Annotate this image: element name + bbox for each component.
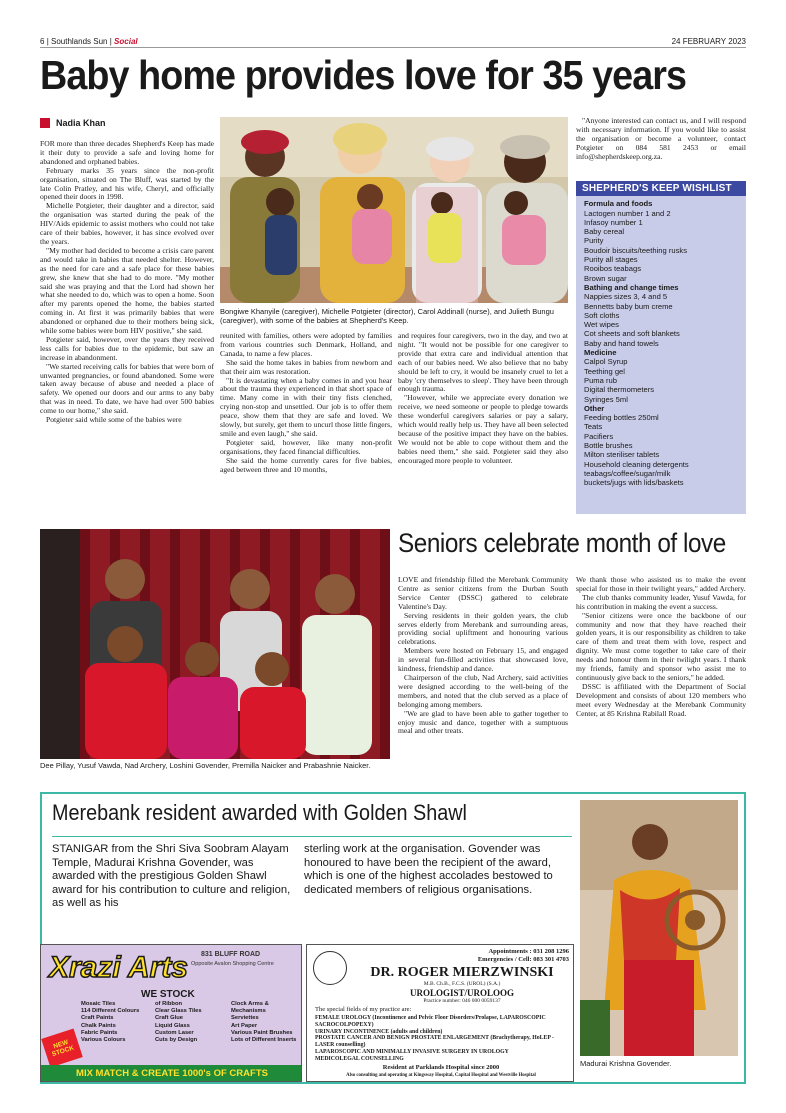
wishlist-item: Nappies sizes 3, 4 and 5 xyxy=(584,292,668,302)
ad1-stock-item: 114 Different Colours xyxy=(81,1008,140,1015)
paragraph: "Anyone interested can contact us, and I will respond with necessary information. If you would like to assist the organisation or become a volunteer, contact Potgieter on 084 581 2453 or email info@shepherdskeep.org.za. xyxy=(576,117,746,161)
photo-caption-caregivers: Bongiwe Khanyile (caregiver), Michelle Potgieter (director), Carol Addinall (nurse), and Julieth Bungu (caregiver), with some of the babies at Shepherd's Keep. xyxy=(220,307,554,325)
wishlist-item: Bottle brushes xyxy=(584,441,633,451)
article2-column-1 xyxy=(398,576,568,782)
article1-column-1 xyxy=(40,140,214,512)
ad2-also-consulting: Also consulting and operating at Kingsway Hospital, Capital Hospital and Westville Hospital xyxy=(346,1073,536,1078)
ad2-field-item: PROSTATE CANCER AND BENIGN PROSTATE ENLARGEMENT (Brachytherapy, HoLEP - LASER counselling) xyxy=(315,1035,554,1049)
paragraph: "However, while we appreciate every donation we receive, we need someone or people to pledge towards these wonderful caregivers salaries or pay a salary, which would really help us. They have all been selected because of the positive impact they have on the babies. We would not be able to cope without them and the babies need them," she said. Potgieter said they also encouraged more people to volunteer. xyxy=(398,393,568,465)
header-rule xyxy=(40,47,746,48)
ad2-field-item: FEMALE UROLOGY (Incontinence and Pelvic Floor Disorders/Prolapse, LAPAROSCOPIC SACROCOLPOPEXY) xyxy=(315,1015,546,1028)
paragraph: We thank those who assisted us to make the event special for those in their twilight years," added Archery. xyxy=(576,576,746,593)
paragraph: Members were hosted on February 15, and engaged in several fun-filled activities that showcased love, kindness, friendship and dance. xyxy=(398,646,568,674)
paragraph: Potgieter said, however, like many non-profit organisations, they faced financial difficulties. xyxy=(220,437,392,456)
photo-caregivers-babies xyxy=(220,117,568,303)
photo-seniors xyxy=(40,529,390,759)
photo-caption-seniors: Dee Pillay, Yusuf Vawda, Nad Archery, Loshini Govender, Premilla Naicker and Prabashnie Naicker. xyxy=(40,761,371,770)
wishlist-category: Medicine xyxy=(584,348,617,358)
paragraph: reunited with families, others were adopted by families from various countries such Denmark, Holland, and Canada, to name a few places. xyxy=(220,332,392,358)
page-header-left: 6 | Southlands Sun | Social xyxy=(40,37,138,46)
paragraph: "We started receiving calls for babies that were born of unwanted pregnancies, or found abandoned. Some were taken away because of abuse and needed a place of safety. We opened our doors and our arms to any baby that was in need. To date, we have had over 500 babies come to our home," she said. xyxy=(40,361,214,416)
wishlist-category: Formula and foods xyxy=(584,199,653,209)
ad2-title: UROLOGIST/UROLOOG xyxy=(409,988,515,998)
paragraph: DSSC is affiliated with the Department of Social Development and consists of about 120 members who meet every Wednesday at the Merebank Community Center, at 85 Krishna Rabilall Road. xyxy=(576,681,746,718)
wishlist-item: Brown sugar xyxy=(584,273,627,283)
ad1-column-1 xyxy=(75,1001,149,1044)
wishlist-item: Puma rub xyxy=(584,375,617,385)
wishlist-item: Household cleaning detergents xyxy=(584,459,689,469)
ad2-field-item: MEDICOLEGAL COUNSELLING xyxy=(315,1055,404,1062)
paragraph: "Senior citizens were once the backbone of our community and now that they have reached their golden years, it is our responsibility as children to take care of them and treat them with love, respect and dignity. We must come together to take care of their needs and honour them in their twilight years. I thank my friends, family and sponsor who assist me to continuously give back to the seniors," he added. xyxy=(576,610,746,682)
wishlist-item: Boudoir biscuits/teething rusks xyxy=(584,245,687,255)
byline xyxy=(40,118,106,128)
ad1-stock-item: Art Paper xyxy=(231,1022,258,1029)
photo-caption-govender: Madurai Krishna Govender. xyxy=(580,1059,672,1068)
paragraph: She said the home takes in babies from newborn and that their aim was restoration. xyxy=(220,357,392,376)
wishlist-item: Bennetts baby bum creme xyxy=(584,301,673,311)
section-name: Social xyxy=(114,37,138,46)
ad1-stock-title: WE STOCK xyxy=(141,989,195,1000)
shawl-column-2: sterling work at the organisation. Govender was honoured to have been the recipient of the award, which is one of the highest accolades bestowed to dedicated members of religious organisations. xyxy=(304,843,553,896)
paragraph: Potgieter said while some of the babies were xyxy=(46,415,182,425)
ad1-stock-item: Chalk Paints xyxy=(81,1022,116,1029)
wishlist-item: Pacifiers xyxy=(584,431,614,441)
wishlist-item: teabags/coffee/sugar/milk xyxy=(584,468,671,478)
ad1-stock-item: Clear Glass Tiles xyxy=(155,1008,202,1015)
ad2-emergencies: Emergencies / Cell: 083 301 4703 xyxy=(477,956,569,963)
wishlist-item: Wet wipes xyxy=(584,320,619,330)
byline-name: Nadia Khan xyxy=(56,118,106,128)
wishlist-item: Milton steriliser tablets xyxy=(584,450,660,460)
paragraph: She said the home currently cares for five babies, aged between three and 10 months, xyxy=(220,455,392,474)
ad1-address: 831 BLUFF ROAD xyxy=(201,951,261,958)
ad2-practice-number: Practice number: 046 000 0059137 xyxy=(423,998,501,1004)
paragraph: FOR more than three decades Shepherd's Keep has made it their duty to provide a safe and loving home for abandoned and orphaned babies. xyxy=(40,140,214,166)
page-date: 24 FEBRUARY 2023 xyxy=(671,37,746,46)
article2-column-2 xyxy=(576,576,746,782)
article1-column-3 xyxy=(398,332,568,512)
shawl-rule xyxy=(52,836,572,837)
wishlist-item: Baby and hand towels xyxy=(584,338,659,348)
ad2-field-item: LAPAROSCOPIC AND MINIMALLY INVASIVE SURGERY IN UROLOGY xyxy=(315,1048,509,1055)
paragraph: Potgieter said, however, over the years they received less calls for babies due to the epidemic, but saw an increase in abandonment. xyxy=(40,334,214,362)
wishlist-item: Infasoy number 1 xyxy=(584,217,643,227)
ad1-stock-item: Craft Glue xyxy=(155,1015,184,1022)
article1-column-4 xyxy=(576,117,746,179)
ad1-stock-item: Lots of Different Inserts xyxy=(231,1037,297,1044)
paragraph: "My mother had decided to become a crisis care parent and would take in babies that needed shelter. However, as the need for care and a safe place for these babies grew, she knew that she had to do more. "My mother said she was praying and that the Lord had shown her what she needed to do, which was to open a home. Soon after my parents opened the home, the babies started coming in. At first it was primarily babies that were abandoned or orphaned due to their mothers being sick, while some babies were born HIV positive," she said. xyxy=(40,245,214,336)
ad-urologist xyxy=(306,944,574,1082)
wishlist-item: Cot sheets and soft blankets xyxy=(584,329,680,339)
byline-marker xyxy=(40,118,50,128)
ad2-resident: Resident at Parklands Hospital since 2000 xyxy=(382,1064,500,1071)
ad1-stock-item: of Ribbon xyxy=(155,1001,183,1007)
wishlist-item: Teething gel xyxy=(584,366,625,376)
paragraph: The club thanks community leader, Yusuf Vawda, for his contribution in making the event a success. xyxy=(576,592,746,611)
ad1-stock-item: Serviettes xyxy=(231,1015,259,1022)
ad1-stock-item: Various Paint Brushes xyxy=(231,1029,293,1036)
wishlist-category: Other xyxy=(584,403,605,413)
wishlist-item: Soft cloths xyxy=(584,310,620,320)
ad1-stock-item: Liquid Glass xyxy=(155,1022,190,1029)
paragraph: Serving residents in their golden years, the club serves elderly from Merebank and surrounding areas, providing social upliftment and honouring various celebrations. xyxy=(398,610,568,647)
wishlist-item: Purity all stages xyxy=(584,255,638,265)
ad1-brand: Xrazi Arts xyxy=(49,951,188,984)
paragraph: "We are glad to have been able to gather together to enjoy music and dance, together with a sumptuous meal and other treats. xyxy=(398,708,568,736)
paper-name: Southlands Sun xyxy=(51,37,108,46)
ad1-stock-item: Craft Paints xyxy=(81,1015,114,1022)
ad2-intro: The special fields of my practice are: xyxy=(315,1006,412,1013)
wishlist-item: Feeding bottles 250ml xyxy=(584,413,659,423)
ad2-appointments: Appointments : 031 208 1296 xyxy=(488,948,569,955)
ad1-stock-item: Various Colours xyxy=(81,1037,126,1044)
ad2-field-item: URINARY INCONTINENCE (adults and children) xyxy=(315,1028,443,1035)
wishlist-item: Calpol Syrup xyxy=(584,357,628,367)
wishlist-box xyxy=(576,181,746,514)
wishlist-item: Rooibos teabags xyxy=(584,264,641,274)
ad2-qualifications: M.B. Ch.B., F.C.S. (UROL) (S.A.) xyxy=(423,981,501,987)
ad-xrazi-arts xyxy=(40,944,302,1082)
shawl-column-1: STANIGAR from the Shri Siva Soobram Alayam Temple, Madurai Krishna Govender, was awarded with the prestigious Golden Shawl award for his contribution to culture and religion, as well as his xyxy=(52,843,291,910)
wishlist-item: Lactogen number 1 and 2 xyxy=(584,208,671,218)
wishlist-list xyxy=(576,196,746,490)
ad1-new-stock-badge: NEW STOCK xyxy=(41,1028,83,1067)
wishlist-item: buckets/jugs with lids/baskets xyxy=(584,478,684,488)
wishlist-category: Bathing and change times xyxy=(584,282,679,292)
wishlist-item: Purity xyxy=(584,236,604,246)
ad2-doctor-name: DR. ROGER MIERZWINSKI xyxy=(370,965,554,980)
headline-seniors: Seniors celebrate month of love xyxy=(398,528,726,558)
paragraph: and requires four caregivers, two in the day, and two at night. "It would not be possible for one caregiver to provide that extra care and individual attention that each of our babies need. We also believe that no baby should be left to cry, it would be insanely cruel to let a baby 'cry themselves to sleep'. They have been through enough trauma. xyxy=(398,332,568,394)
paragraph: "It is devastating when a baby comes in and you hear about the trauma they experienced in that short space of time. Many come in with their tiny fists clenched, crying non-stop and unsettled. Our job is to offer them peace, show them that they are safe and loved. We slowly, but surely, get them to uncurl those little fingers, smile and even laugh," she said. xyxy=(220,375,392,438)
ad1-stock-item: Mosaic Tiles xyxy=(81,1001,116,1007)
photo-govender xyxy=(580,800,738,1056)
paragraph: Michelle Potgieter, their daughter and a director, said the organisation was started during the peak of the HIV/Aids epidemic to assist mothers who could not take care of their babies, however, it has since evolved over the years. xyxy=(40,201,214,246)
wishlist-title: SHEPHERD'S KEEP WISHLIST xyxy=(576,181,746,196)
wishlist-item: Digital thermometers xyxy=(584,385,655,395)
ad1-column-3 xyxy=(225,1001,301,1044)
ad1-stock-item: Cuts by Design xyxy=(155,1037,198,1044)
article1-column-2 xyxy=(220,332,392,512)
ad1-contact: Opposite Avalon Shopping Centre xyxy=(191,961,274,967)
ad1-stock-item: Fabric Paints xyxy=(81,1029,118,1036)
wishlist-item: Baby cereal xyxy=(584,227,625,237)
ad1-column-2 xyxy=(149,1001,223,1044)
paragraph: LOVE and friendship filled the Merebank Community Centre as senior citizens from the Durban South Service Center (DSSC) gathered to celebrate Valentine's Day. xyxy=(398,576,568,611)
page-number: 6 xyxy=(40,37,45,46)
ad2-fields-list xyxy=(315,1015,569,1063)
paragraph: Chairperson of the club, Nad Archery, said activities were designed according to the well-being of the members, and noted that the club served as a place of belonging among members. xyxy=(398,672,568,709)
headline-golden-shawl: Merebank resident awarded with Golden Shawl xyxy=(52,800,467,825)
ad1-stock-item: Mechanisms xyxy=(231,1008,266,1015)
paragraph: February marks 35 years since the non-profit organisation, situated on The Bluff, was started by the late Colin Pratley, and his wife, Cheryl, and officially opened their doors in 1998. xyxy=(40,165,214,202)
headline-baby-home: Baby home provides love for 35 years xyxy=(40,52,687,98)
wishlist-item: Teats xyxy=(584,422,603,432)
ad1-footer: MIX MATCH & CREATE 1000's OF CRAFTS xyxy=(41,1065,302,1082)
ad1-stock-item: Custom Laser xyxy=(155,1029,194,1036)
wishlist-item: Syringes 5ml xyxy=(584,394,628,404)
ad1-stock-item: Clock Arms & xyxy=(231,1001,269,1007)
